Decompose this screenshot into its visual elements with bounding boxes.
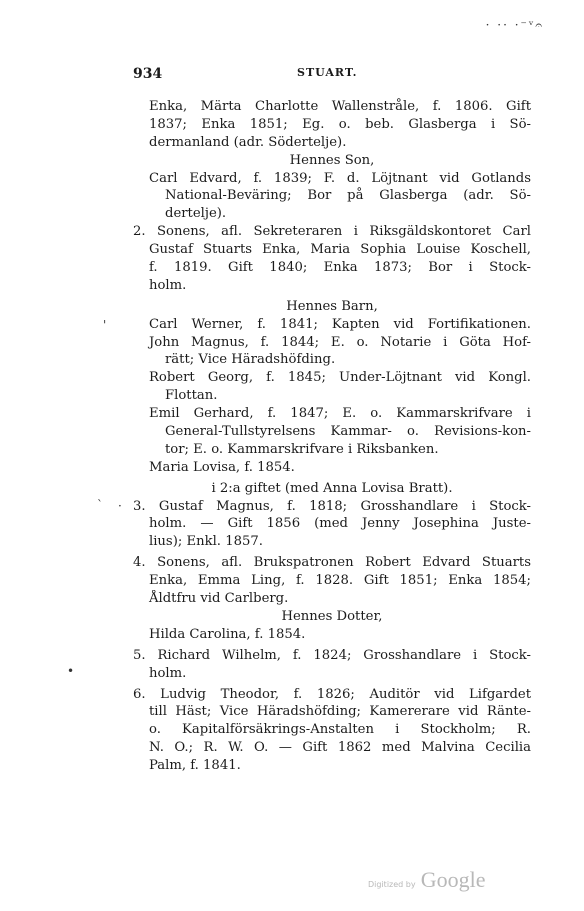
section-heading: Hennes Son, [289,152,375,168]
stray-mark: • [67,664,75,678]
text-line: Maria Lovisa, f. 1854. [149,459,295,475]
text-line: o. Kapitalförsäkrings-Anstalten i Stockholm; R. [149,722,531,738]
text-line: Enka, Märta Charlotte Wallenstråle, f. 1806. Gift [149,99,531,114]
text-line: 1837; Enka 1851; Eg. o. beb. Glasberga i Sö- [149,116,531,132]
text-line: John Magnus, f. 1844; E. o. Notarie i Göta Hof- [149,334,531,350]
text-line: Emil Gerhard, f. 1847; E. o. Kammarskrifvare i [149,406,531,422]
text-line: N. O.; R. W. O. — Gift 1862 med Malvina Cecilia [149,740,531,756]
text-line: dertelje). [165,206,227,222]
text-line: Carl Edvard, f. 1839; F. d. Löjtnant vid Gotlands [149,170,531,186]
text-line: 5. Richard Wilhelm, f. 1824; Grosshandlare i Stock- [133,647,531,663]
text-line: 4. Sonens, afl. Brukspatronen Robert Edvard Stuarts [133,555,531,571]
stray-mark: ' [103,318,107,332]
text-line: Gustaf Stuarts Enka, Maria Sophia Louise Koschell, [149,242,531,258]
section-heading: i 2:a giftet (med Anna Lovisa Bratt). [211,480,453,496]
text-line: lius); Enkl. 1857. [149,534,263,550]
section-heading: Hennes Barn, [286,298,378,314]
watermark-small-text: Digitized by [368,880,416,889]
text-line: Enka, Emma Ling, f. 1828. Gift 1851; Enka 1854; [149,573,531,589]
text-line: holm. [149,665,187,681]
text-line: 3. Gustaf Magnus, f. 1818; Grosshandlare i Stock- [133,498,531,514]
text-line: Robert Georg, f. 1845; Under-Löjtnant vid Kongl. [149,370,531,386]
text-line: General-Tullstyrelsens Kammar- o. Revisions-kon- [165,424,531,440]
text-line: tor; E. o. Kammarskrifvare i Riksbanken. [165,441,439,457]
scan-mark: · ·· ·⁻ᵛ𝄐 [485,18,544,32]
text-line: 2. Sonens, afl. Sekreteraren i Riksgäldskontoret Carl [133,224,531,240]
text-line: holm. — Gift 1856 (med Jenny Josephina Juste- [149,516,531,532]
text-line: f. 1819. Gift 1840; Enka 1873; Bor i Stock- [149,260,531,276]
text-line: till Häst; Vice Häradshöfding; Kamererare vid Ränte- [149,704,531,720]
text-line: Flottan. [165,388,218,404]
text-line: rätt; Vice Häradshöfding. [165,352,336,368]
stray-mark: · [118,499,122,513]
section-heading: Hennes Dotter, [281,608,383,624]
text-line: holm. [149,277,187,293]
running-head: STUART. [297,66,358,79]
google-logo: Google [420,867,486,892]
stray-mark: ` [97,498,103,512]
text-line: Palm, f. 1841. [149,758,241,774]
text-line: Carl Werner, f. 1841; Kapten vid Fortifikationen. [149,316,531,332]
text-line: Åldtfru vid Carlberg. [149,591,289,607]
text-line: 6. Ludvig Theodor, f. 1826; Auditör vid Lifgardet [133,686,531,702]
text-line: Hilda Carolina, f. 1854. [149,626,306,642]
text-body [133,98,531,775]
text-line: dermanland (adr. Södertelje). [149,134,347,150]
digitized-watermark [368,867,485,893]
page-number: 934 [133,66,163,82]
text-line: National-Beväring; Bor på Glasberga (adr. Sö- [165,188,531,204]
